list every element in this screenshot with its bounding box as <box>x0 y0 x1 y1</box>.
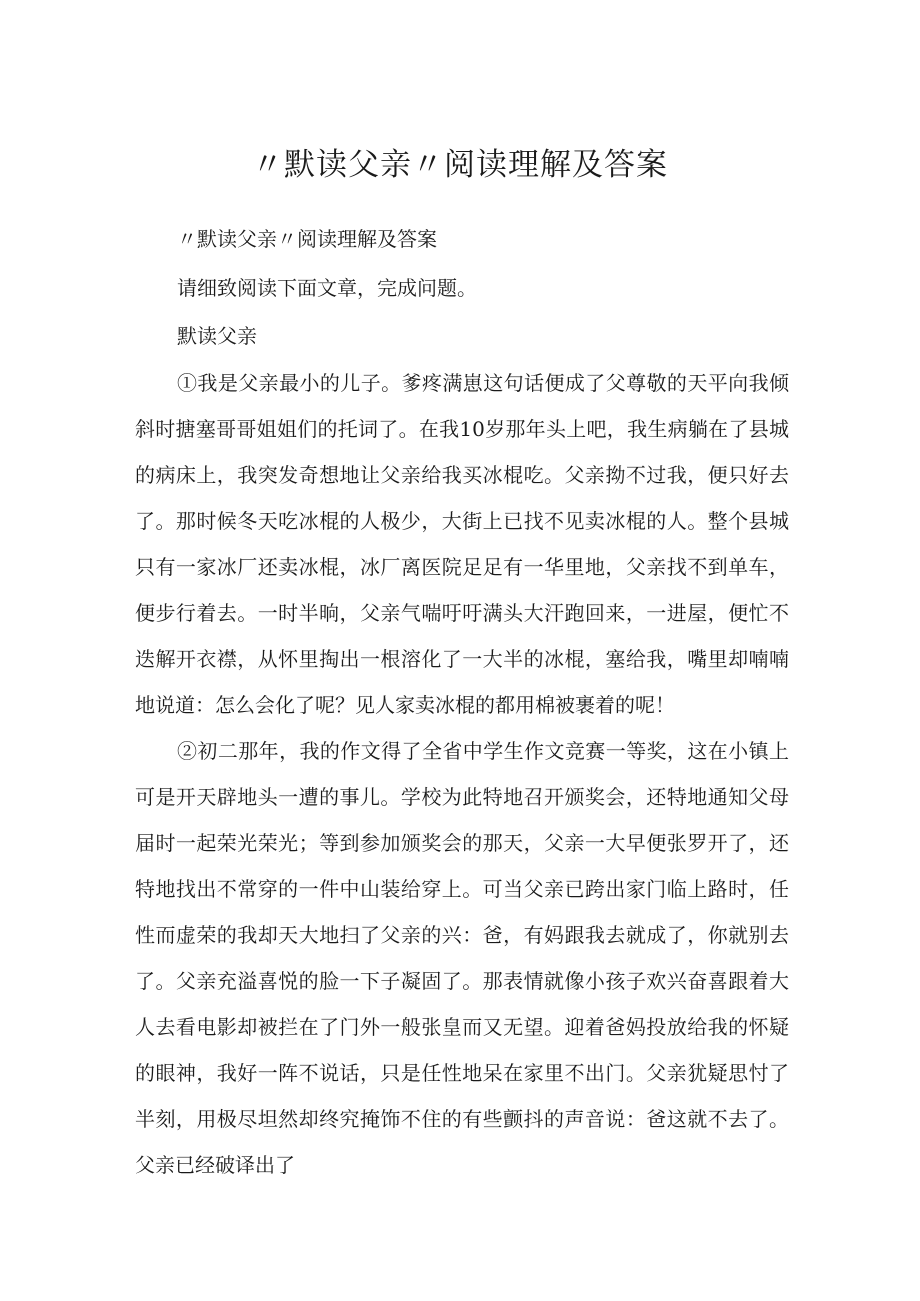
document-subtitle: 〃默读父亲〃阅读理解及答案 <box>177 227 437 251</box>
paragraph-2: ②初二那年，我的作文得了全省中学生作文竞赛一等奖，这在小镇上可是开天辟地头一遭的事儿。学校为此特地召开颁奖会，还特地通知父母届时一起荣光荣光；等到参加颁奖会的那天，父亲一大早便张罗开了，还特地找出不常穿的一件中山装给穿上。可当父亲已跨出家门临上路时，任性而虚荣的我却天大地扫了父亲的兴：爸，有妈跟我去就成了，你就别去了。父亲充溢喜悦的脸一下子凝固了。那表情就像小孩子欢兴奋喜跟着大人去看电影却被拦在了门外一般张皇而又无望。迎着爸妈投放给我的怀疑的眼神，我好一阵不说话，只是任性地呆在家里不出门。父亲犹疑思忖了半刻，用极尽坦然却终究掩饰不住的有些颤抖的声音说：爸这就不去了。父亲已经破译出了 <box>135 739 789 1177</box>
reading-instruction: 请细致阅读下面文章，完成问题。 <box>177 276 477 300</box>
paragraph-1: ①我是父亲最小的儿子。爹疼满崽这句话便成了父尊敬的天平向我倾斜时搪塞哥哥姐姐们的托词了。在我10岁那年头上吧，我生病躺在了县城的病床上，我突发奇想地让父亲给我买冰棍吃。父亲拗不过我，便只好去了。那时候冬天吃冰棍的人极少，大街上已找不见卖冰棍的人。整个县城只有一家冰厂还卖冰棍，冰厂离医院足足有一华里地，父亲找不到单车，便步行着去。一时半晌，父亲气喘吁吁满头大汗跑回来，一进屋，便忙不迭解开衣襟，从怀里掏出一根溶化了一大半的冰棍，塞给我，嘴里却喃喃地说道：怎么会化了呢？见人家卖冰棍的都用棉被裹着的呢！ <box>135 371 789 717</box>
article-title: 默读父亲 <box>177 324 257 348</box>
document-title: 〃默读父亲〃阅读理解及答案 <box>252 147 668 183</box>
